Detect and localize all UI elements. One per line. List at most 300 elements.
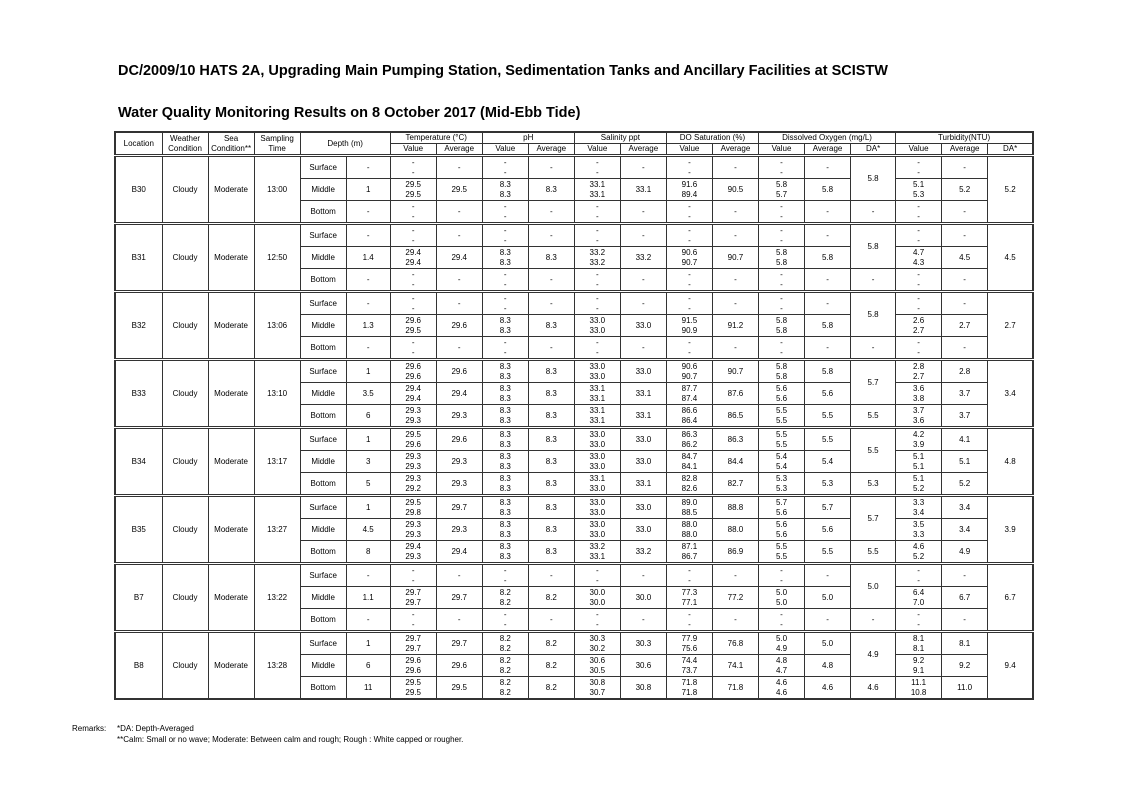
do-average: 4.6 (805, 677, 851, 700)
depth-value-cell: - (346, 201, 390, 224)
temperature-values-reading: 29.3 (405, 529, 421, 539)
ph-values (482, 677, 528, 700)
ph-values-reading: - (503, 202, 507, 211)
salinity-values (574, 655, 620, 677)
temperature-values (390, 655, 436, 677)
depth-level-cell: Middle (300, 247, 346, 269)
temperature-average: - (436, 609, 482, 632)
do-saturation-average: 91.2 (712, 315, 758, 337)
turbidity-values-reading: - (917, 167, 920, 177)
do-saturation-values-reading: - (688, 211, 691, 221)
do-average: - (805, 292, 851, 315)
salinity-values-reading: 30.8 (589, 678, 606, 687)
turbidity-values-reading: 9.1 (913, 665, 925, 675)
do-values-reading: 4.6 (775, 678, 788, 687)
salinity-average: 30.8 (620, 677, 666, 700)
salinity-values-reading: - (596, 270, 599, 279)
temperature-average: 29.3 (436, 451, 482, 473)
do-values (758, 201, 804, 224)
turbidity-average: - (942, 224, 988, 247)
do-values-reading: 5.0 (775, 588, 788, 597)
do-saturation-values-reading: 86.6 (681, 406, 698, 415)
do-values-reading: - (780, 303, 783, 313)
temperature-values-reading: - (411, 294, 415, 303)
temperature-values-reading: 29.6 (405, 665, 421, 675)
do-values-reading: 5.0 (775, 634, 788, 643)
do-values (758, 383, 804, 405)
do-saturation-values-reading: 82.8 (681, 474, 698, 483)
sea-condition-cell: Moderate (208, 564, 254, 632)
salinity-average: 33.1 (620, 405, 666, 428)
depth-level-cell: Bottom (300, 609, 346, 632)
temperature-average: 29.3 (436, 519, 482, 541)
do-values (758, 564, 804, 587)
header-sea: Sea Condition** (208, 132, 254, 156)
temperature-values-reading: - (411, 347, 415, 357)
do-average: 5.8 (805, 315, 851, 337)
turbidity-values-reading: - (917, 158, 920, 167)
temperature-values (390, 496, 436, 519)
temperature-values-reading: 29.3 (405, 551, 421, 561)
depth-level-cell: Middle (300, 587, 346, 609)
ph-average: - (528, 337, 574, 360)
ph-average: 8.3 (528, 519, 574, 541)
do-values-reading: - (780, 575, 783, 585)
temperature-values (390, 428, 436, 451)
do-saturation-values (666, 541, 712, 564)
do-values (758, 655, 804, 677)
do-saturation-values-reading: - (688, 158, 691, 167)
temperature-values (390, 224, 436, 247)
turbidity-values (896, 655, 942, 677)
salinity-values (574, 541, 620, 564)
do-values-reading: 5.5 (775, 439, 788, 449)
location-cell: B30 (115, 156, 162, 224)
turbidity-values-reading: 5.1 (913, 180, 925, 189)
ph-values-reading: - (503, 610, 507, 619)
do-values-reading: 4.8 (775, 656, 788, 665)
turbidity-values (896, 405, 942, 428)
temperature-values-reading: 29.5 (405, 498, 421, 507)
do-values (758, 609, 804, 632)
depth-level-cell: Surface (300, 224, 346, 247)
temperature-average: 29.7 (436, 496, 482, 519)
turbidity-values-reading: 4.7 (913, 248, 925, 257)
temperature-values-reading: 29.2 (405, 483, 421, 493)
temperature-values (390, 337, 436, 360)
ph-values (482, 519, 528, 541)
do-saturation-values (666, 383, 712, 405)
do-saturation-average: 87.6 (712, 383, 758, 405)
temperature-values-reading: 29.4 (405, 248, 421, 257)
temperature-average: 29.4 (436, 383, 482, 405)
depth-level-cell: Bottom (300, 677, 346, 700)
depth-value-cell: - (346, 564, 390, 587)
turbidity-values-reading: 8.1 (913, 634, 925, 643)
turbidity-values-reading: 3.6 (913, 415, 925, 425)
turbidity-values-reading: 2.6 (913, 316, 925, 325)
salinity-values-reading: 33.0 (589, 371, 606, 381)
temperature-values (390, 564, 436, 587)
header-value: Value (758, 144, 804, 156)
temperature-average: 29.3 (436, 473, 482, 496)
do-depth-averaged-bottom: 4.6 (851, 677, 896, 700)
temperature-values-reading: 29.7 (405, 634, 421, 643)
do-values (758, 337, 804, 360)
temperature-values-reading: 29.3 (405, 406, 421, 415)
do-values-reading: 5.5 (775, 430, 788, 439)
location-cell: B8 (115, 632, 162, 700)
depth-level-cell: Bottom (300, 337, 346, 360)
salinity-average: - (620, 609, 666, 632)
do-average: 5.5 (805, 428, 851, 451)
sampling-time-cell: 13:27 (254, 496, 300, 564)
turbidity-values (896, 292, 942, 315)
do-average: 4.8 (805, 655, 851, 677)
ph-average: - (528, 156, 574, 179)
ph-values (482, 541, 528, 564)
ph-values-reading: - (503, 235, 507, 245)
do-average: 5.5 (805, 405, 851, 428)
do-depth-averaged-bottom: - (851, 337, 896, 360)
do-saturation-average: - (712, 337, 758, 360)
do-values-reading: - (780, 619, 783, 629)
ph-values-reading: 8.3 (499, 520, 511, 529)
depth-level-cell: Middle (300, 179, 346, 201)
weather-cell: Cloudy (162, 292, 208, 360)
do-values (758, 519, 804, 541)
do-values-reading: 5.5 (775, 406, 788, 415)
header-value: Value (574, 144, 620, 156)
header-value: Value (390, 144, 436, 156)
do-saturation-average: 76.8 (712, 632, 758, 655)
do-depth-averaged-bottom: 5.5 (851, 405, 896, 428)
do-saturation-values-reading: - (688, 619, 691, 629)
ph-values-reading: 8.2 (499, 687, 511, 697)
ph-values-reading: 8.3 (499, 430, 511, 439)
do-saturation-values-reading: 86.2 (681, 439, 698, 449)
turbidity-values (896, 156, 942, 179)
ph-values-reading: 8.2 (499, 588, 511, 597)
do-saturation-values-reading: 77.9 (681, 634, 698, 643)
turbidity-values (896, 337, 942, 360)
temperature-values-reading: 29.4 (405, 384, 421, 393)
depth-value-cell: - (346, 292, 390, 315)
weather-cell: Cloudy (162, 564, 208, 632)
depth-value-cell: 4.5 (346, 519, 390, 541)
do-saturation-values-reading: 86.7 (681, 551, 698, 561)
do-saturation-values-reading: - (688, 303, 691, 313)
temperature-average: - (436, 224, 482, 247)
do-saturation-average: 90.7 (712, 247, 758, 269)
turbidity-average: 5.2 (942, 179, 988, 201)
ph-values-reading: 8.3 (499, 406, 511, 415)
do-average: - (805, 269, 851, 292)
temperature-values-reading: 29.5 (405, 430, 421, 439)
do-values-reading: - (780, 610, 783, 619)
ph-values-reading: 8.3 (499, 248, 511, 257)
ph-values-reading: 8.3 (499, 316, 511, 325)
do-saturation-values (666, 519, 712, 541)
temperature-average: 29.6 (436, 655, 482, 677)
temperature-average: - (436, 564, 482, 587)
turbidity-values-reading: - (917, 347, 920, 357)
depth-level-cell: Surface (300, 428, 346, 451)
turbidity-values (896, 247, 942, 269)
ph-values-reading: 8.3 (499, 325, 511, 335)
depth-value-cell: 1.4 (346, 247, 390, 269)
do-saturation-values-reading: - (688, 202, 691, 211)
turbidity-values-reading: 4.2 (913, 430, 925, 439)
depth-value-cell: 6 (346, 655, 390, 677)
salinity-values (574, 473, 620, 496)
ph-values-reading: 8.2 (499, 597, 511, 607)
temperature-values (390, 156, 436, 179)
salinity-average: 33.1 (620, 179, 666, 201)
ph-values (482, 609, 528, 632)
turbidity-values (896, 519, 942, 541)
ph-values (482, 451, 528, 473)
temperature-values-reading: - (411, 610, 415, 619)
header-row-1 (115, 132, 1033, 144)
do-values-reading: 5.7 (775, 498, 788, 507)
temperature-values-reading: - (411, 202, 415, 211)
ph-values-reading: - (503, 338, 507, 347)
header-value: Value (482, 144, 528, 156)
temperature-average: 29.6 (436, 428, 482, 451)
turbidity-average: 5.1 (942, 451, 988, 473)
turbidity-average: 6.7 (942, 587, 988, 609)
ph-values-reading: 8.3 (499, 452, 511, 461)
ph-values-reading: 8.3 (499, 362, 511, 371)
do-saturation-values (666, 337, 712, 360)
salinity-values (574, 156, 620, 179)
temperature-values-reading: - (411, 279, 415, 289)
header-average: Average (805, 144, 851, 156)
do-saturation-values-reading: 88.0 (681, 529, 698, 539)
salinity-values (574, 405, 620, 428)
turbidity-values-reading: 2.8 (913, 362, 925, 371)
do-average: 5.6 (805, 519, 851, 541)
ph-values (482, 655, 528, 677)
salinity-average: 30.3 (620, 632, 666, 655)
depth-level-cell: Middle (300, 451, 346, 473)
turbidity-values (896, 224, 942, 247)
temperature-values-reading: 29.5 (405, 687, 421, 697)
do-depth-averaged: 5.7 (851, 360, 896, 405)
turbidity-values (896, 632, 942, 655)
salinity-values-reading: - (596, 158, 599, 167)
salinity-values (574, 269, 620, 292)
temperature-values-reading: - (411, 619, 415, 629)
location-cell: B33 (115, 360, 162, 428)
temperature-average: - (436, 156, 482, 179)
do-saturation-average: - (712, 564, 758, 587)
do-saturation-values-reading: - (688, 270, 691, 279)
do-saturation-values-reading: 90.6 (681, 362, 698, 371)
ph-values-reading: - (503, 347, 507, 357)
ph-average: 8.3 (528, 247, 574, 269)
do-values (758, 269, 804, 292)
ph-values-reading: - (503, 270, 507, 279)
salinity-values-reading: 33.0 (589, 452, 606, 461)
turbidity-values-reading: - (917, 235, 920, 245)
salinity-values-reading: - (596, 338, 599, 347)
salinity-values-reading: - (596, 575, 599, 585)
salinity-values-reading: 30.5 (589, 665, 606, 675)
salinity-values-reading: 30.0 (589, 588, 606, 597)
temperature-values-reading: 29.5 (405, 325, 421, 335)
ph-values (482, 269, 528, 292)
turbidity-average: 4.1 (942, 428, 988, 451)
do-saturation-values (666, 360, 712, 383)
do-depth-averaged-bottom: - (851, 269, 896, 292)
do-values-reading: 5.3 (775, 474, 788, 483)
header-average: Average (528, 144, 574, 156)
ph-average: 8.3 (528, 383, 574, 405)
do-saturation-values (666, 224, 712, 247)
depth-value-cell: 1 (346, 179, 390, 201)
turbidity-values-reading: 5.2 (913, 483, 925, 493)
do-saturation-values (666, 315, 712, 337)
salinity-values-reading: 33.0 (589, 325, 606, 335)
do-average: - (805, 609, 851, 632)
salinity-average: 33.0 (620, 451, 666, 473)
temperature-values-reading: - (411, 158, 415, 167)
do-values (758, 473, 804, 496)
temperature-values-reading: 29.6 (405, 362, 421, 371)
turbidity-values-reading: 8.1 (913, 643, 925, 653)
do-saturation-values (666, 405, 712, 428)
ph-values (482, 247, 528, 269)
ph-values (482, 179, 528, 201)
sampling-time-cell: 13:28 (254, 632, 300, 700)
temperature-values-reading: 29.6 (405, 439, 421, 449)
salinity-values-reading: - (596, 211, 599, 221)
remarks-line-1: *DA: Depth-Averaged (117, 724, 194, 733)
do-saturation-values-reading: 87.7 (681, 384, 698, 393)
do-values-reading: - (780, 347, 783, 357)
do-values (758, 315, 804, 337)
turbidity-values-reading: 7.0 (913, 597, 925, 607)
table-row (115, 292, 1033, 315)
do-saturation-values-reading: 73.7 (681, 665, 698, 675)
temperature-values-reading: 29.3 (405, 415, 421, 425)
do-saturation-average: - (712, 156, 758, 179)
turbidity-values-reading: - (917, 338, 920, 347)
temperature-average: 29.4 (436, 247, 482, 269)
do-saturation-values-reading: - (688, 566, 691, 575)
salinity-values (574, 677, 620, 700)
do-values (758, 224, 804, 247)
do-saturation-values-reading: - (688, 338, 691, 347)
do-saturation-values-reading: 88.5 (681, 507, 698, 517)
table-body (115, 156, 1033, 700)
do-values-reading: 5.0 (775, 597, 788, 607)
salinity-average: 33.1 (620, 383, 666, 405)
depth-level-cell: Bottom (300, 405, 346, 428)
do-depth-averaged: 5.8 (851, 292, 896, 337)
ph-average: - (528, 564, 574, 587)
do-average: 5.0 (805, 587, 851, 609)
salinity-average: - (620, 201, 666, 224)
salinity-values (574, 337, 620, 360)
ph-values-reading: - (503, 226, 507, 235)
ph-values (482, 473, 528, 496)
weather-cell: Cloudy (162, 428, 208, 496)
do-saturation-average: 74.1 (712, 655, 758, 677)
turbidity-values (896, 201, 942, 224)
sampling-time-cell: 13:17 (254, 428, 300, 496)
do-saturation-values-reading: - (688, 167, 691, 177)
do-saturation-values (666, 496, 712, 519)
do-saturation-average: 77.2 (712, 587, 758, 609)
turbidity-values (896, 383, 942, 405)
salinity-values-reading: 33.0 (589, 498, 606, 507)
turbidity-values-reading: 3.4 (913, 507, 925, 517)
ph-average: 8.2 (528, 655, 574, 677)
salinity-values-reading: 33.0 (589, 483, 606, 493)
turbidity-values-reading: 11.1 (911, 678, 927, 687)
do-values (758, 405, 804, 428)
ph-average: 8.2 (528, 632, 574, 655)
header-dissolved-oxygen: Dissolved Oxygen (mg/L) (758, 132, 895, 144)
turbidity-average: 2.7 (942, 315, 988, 337)
do-average: 5.8 (805, 179, 851, 201)
do-saturation-values-reading: 89.0 (681, 498, 698, 507)
temperature-values-reading: - (411, 303, 415, 313)
depth-level-cell: Middle (300, 383, 346, 405)
turbidity-depth-averaged: 4.5 (988, 224, 1033, 292)
salinity-average: - (620, 292, 666, 315)
ph-values-reading: 8.3 (499, 551, 511, 561)
turbidity-average: 5.2 (942, 473, 988, 496)
salinity-values (574, 315, 620, 337)
do-values (758, 541, 804, 564)
table-row (115, 496, 1033, 519)
ph-average: 8.3 (528, 541, 574, 564)
salinity-values-reading: 33.0 (589, 461, 606, 471)
salinity-values (574, 179, 620, 201)
turbidity-average: 3.4 (942, 519, 988, 541)
depth-value-cell: - (346, 609, 390, 632)
do-values (758, 156, 804, 179)
salinity-average: 33.2 (620, 541, 666, 564)
turbidity-average: - (942, 609, 988, 632)
do-saturation-values (666, 655, 712, 677)
sea-condition-cell: Moderate (208, 632, 254, 700)
salinity-average: 33.0 (620, 315, 666, 337)
depth-value-cell: - (346, 269, 390, 292)
do-values (758, 360, 804, 383)
do-saturation-values-reading: 87.1 (681, 542, 698, 551)
turbidity-values-reading: - (917, 270, 920, 279)
temperature-values-reading: 29.8 (405, 507, 421, 517)
do-saturation-values-reading: 88.0 (681, 520, 698, 529)
depth-level-cell: Surface (300, 496, 346, 519)
depth-value-cell: 6 (346, 405, 390, 428)
salinity-values (574, 451, 620, 473)
salinity-values-reading: 30.3 (589, 634, 606, 643)
do-saturation-values-reading: - (688, 279, 691, 289)
do-values-reading: - (780, 566, 783, 575)
do-values-reading: 4.9 (775, 643, 788, 653)
salinity-values-reading: - (596, 347, 599, 357)
ph-values (482, 496, 528, 519)
turbidity-depth-averaged: 3.9 (988, 496, 1033, 564)
temperature-values (390, 519, 436, 541)
remarks-line-2: **Calm: Small or no wave; Moderate: Between calm and rough; Rough : White capped or rougher. (117, 735, 464, 744)
